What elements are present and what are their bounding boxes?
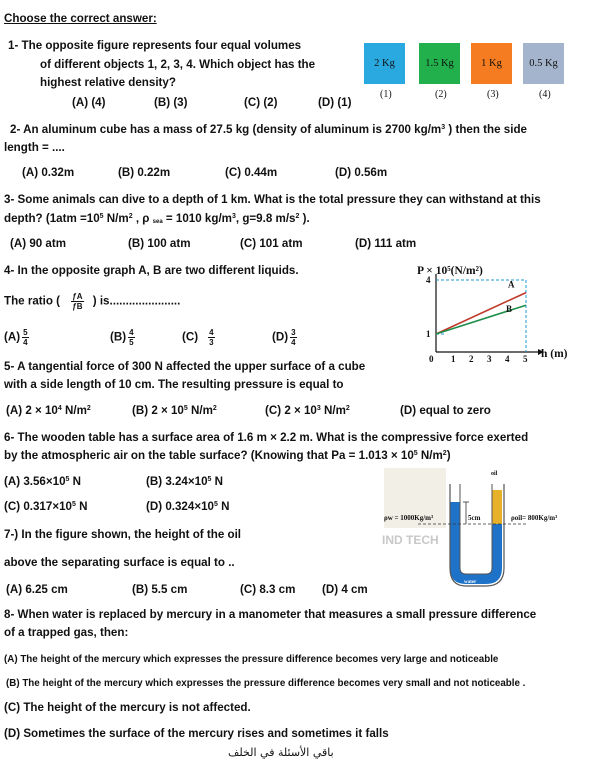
block-2-mass: 1.5 Kg	[425, 58, 454, 69]
q7-option-d[interactable]: (D) 4 cm	[322, 583, 368, 596]
q1-option-c[interactable]: (C) (2)	[244, 96, 278, 109]
q6-line2: by the atmospheric air on the table surface? (Knowing that $Pa = 1.013 \times 10^5$ $N/m^2$)	[4, 449, 451, 462]
series-line-A	[436, 293, 526, 334]
q1-line2: of different objects 1, 2, 3, 4. Which object has the	[40, 58, 316, 71]
block-3	[471, 43, 512, 84]
q1-line1: 1- The opposite figure represents four equal volumes	[8, 39, 302, 52]
block-4-label: (4)	[539, 89, 551, 100]
q2-option-d[interactable]: (D) 0.56m	[335, 166, 388, 179]
block-4-mass: 0.5 Kg	[529, 58, 558, 69]
block-4	[523, 43, 564, 84]
x-tick-4: 4	[505, 354, 510, 364]
y-tick-1: 1	[426, 329, 431, 339]
q7-line1: 7-) In the figure shown, the height of the oil	[4, 528, 242, 541]
block-2	[419, 43, 460, 84]
q8-line2: of a trapped gas, then:	[4, 626, 129, 639]
q4-pressure-depth-graph	[395, 258, 592, 378]
q4-option-c[interactable]: (C) $\frac{4}{3}$	[182, 328, 214, 347]
q5-option-d[interactable]: (D) equal to zero	[400, 404, 491, 417]
q8-option-a[interactable]: (A) The height of the mercury which expresses the pressure difference becomes very large and noticeable	[4, 654, 499, 665]
block-2-label: (2)	[435, 89, 447, 100]
block-1	[364, 43, 405, 84]
q3-option-c[interactable]: (C) 101 atm	[240, 237, 303, 250]
q1-option-b[interactable]: (B) (3)	[154, 96, 188, 109]
chart-xlabel: h (m)	[541, 348, 568, 360]
block-3-mass: 1 Kg	[481, 58, 502, 69]
q5-line2: with a side length of 10 cm. The resulting pressure is equal to	[4, 378, 344, 391]
q5-line1: 5- A tangential force of 300 N affected the upper surface of a cube	[4, 360, 366, 373]
q7-option-c[interactable]: (C) 8.3 cm	[240, 583, 296, 596]
x-tick-5: 5	[523, 354, 528, 364]
q4-line1: 4- In the opposite graph A, B are two different liquids.	[4, 264, 299, 277]
chart-axes	[436, 274, 544, 355]
q8-option-d[interactable]: (D) Sometimes the surface of the mercury rises and sometimes it falls	[4, 727, 389, 740]
q4-option-d[interactable]: (D) $\frac{3}{4}$	[272, 328, 296, 347]
q6-option-d[interactable]: (D) $0.324\times 10^5$ N	[146, 500, 230, 513]
q8-option-c[interactable]: (C) The height of the mercury is not affected.	[4, 701, 251, 714]
x-tick-2: 2	[469, 354, 474, 364]
q3-option-a[interactable]: (A) 90 atm	[10, 237, 67, 250]
q3-option-d[interactable]: (D) 111 atm	[355, 237, 417, 250]
block-1-label: (1)	[380, 89, 392, 100]
q5-option-a[interactable]: (A) $2 \times 10^4$ $N/m^2$	[6, 404, 91, 417]
oil-column	[492, 490, 502, 524]
q8-line1: 8- When water is replaced by mercury in a manometer that measures a small pressure difference	[4, 608, 537, 621]
q2-line2: length = ....	[4, 141, 65, 154]
q2-option-a[interactable]: (A) 0.32m	[22, 166, 75, 179]
chart-title: P × 10⁵(N/m²)	[417, 265, 483, 277]
q7-option-a[interactable]: (A) 6.25 cm	[6, 583, 68, 596]
series-label-A: A	[508, 279, 515, 290]
q7-line2: above the separating surface is equal to ..	[4, 556, 235, 569]
x-tick-0: 0	[429, 354, 434, 364]
water-density-label: ρw = 1000Kg/m³	[384, 514, 434, 522]
footer-note: باقي الأسئلة في الخلف	[228, 746, 334, 759]
watermark-text: IND TECH	[382, 533, 439, 547]
page-title: Choose the correct answer:	[4, 12, 157, 25]
q1-line3: highest relative density?	[40, 76, 176, 89]
series-label-B: B	[506, 304, 513, 315]
x-tick-1: 1	[451, 354, 456, 364]
q5-option-c[interactable]: (C) $2 \times 10^3$ $N/m^2$	[265, 404, 350, 417]
q2-option-b[interactable]: (B) 0.22m	[118, 166, 171, 179]
block-1-mass: 2 Kg	[374, 58, 395, 69]
chart-series	[436, 280, 526, 334]
q1-option-d[interactable]: (D) (1)	[318, 96, 352, 109]
water-label: water	[464, 580, 477, 585]
q5-option-b[interactable]: (B) $2 \times 10^5$ $N/m^2$	[132, 404, 217, 417]
q6-option-c[interactable]: (C) $0.317\times 10^5$ N	[4, 500, 88, 513]
block-3-label: (3)	[487, 89, 499, 100]
q6-option-a[interactable]: (A) $3.56\times 10^5$ N	[4, 475, 82, 488]
q3-option-b[interactable]: (B) 100 atm	[128, 237, 191, 250]
q2-line1: 2- An aluminum cube has a mass of 27.5 kg (density of aluminum is 2700 $kg/m^3$ ) then the side	[10, 123, 527, 136]
oil-density-label: ρoil= 800Kg/m³	[511, 514, 558, 522]
chart-guides	[436, 280, 526, 352]
q7-option-b[interactable]: (B) 5.5 cm	[132, 583, 188, 596]
q6-option-b[interactable]: (B) $3.24\times 10^5$ N	[146, 475, 224, 488]
y-tick-4: 4	[426, 275, 431, 285]
q8-option-b[interactable]: (B) The height of the mercury which expresses the pressure difference becomes very small and not noticeable .	[6, 678, 526, 689]
q4-ratio-line: The ratio ( $\frac{ƒA}{ƒB}$ ) is......................	[4, 292, 181, 311]
q6-line1: 6- The wooden table has a surface area of 1.6 m × 2.2 m. What is the compressive force exerted	[4, 431, 529, 444]
q2-option-c[interactable]: (C) 0.44m	[225, 166, 278, 179]
x-tick-3: 3	[487, 354, 492, 364]
q1-option-a[interactable]: (A) (4)	[72, 96, 106, 109]
q4-option-a[interactable]: (A) $\frac{5}{4}$	[4, 328, 28, 347]
height-label: 5cm	[468, 514, 481, 522]
tube-inner-outline	[460, 484, 492, 574]
q3-line2: depth? ($1atm =10^5$ $N/m^2$ , ρ $_{sea}$ = 1010 $kg/m^3$, g=9.8 $m/s^2$ ).	[4, 212, 310, 225]
oil-label: oil	[491, 471, 498, 477]
q4-option-b[interactable]: (B) $\frac{4}{5}$	[110, 328, 134, 347]
q3-line1: 3- Some animals can dive to a depth of 1 km. What is the total pressure they can withstand at this	[4, 193, 541, 206]
series-line-B	[436, 305, 526, 334]
q7-u-tube-figure	[378, 462, 588, 592]
